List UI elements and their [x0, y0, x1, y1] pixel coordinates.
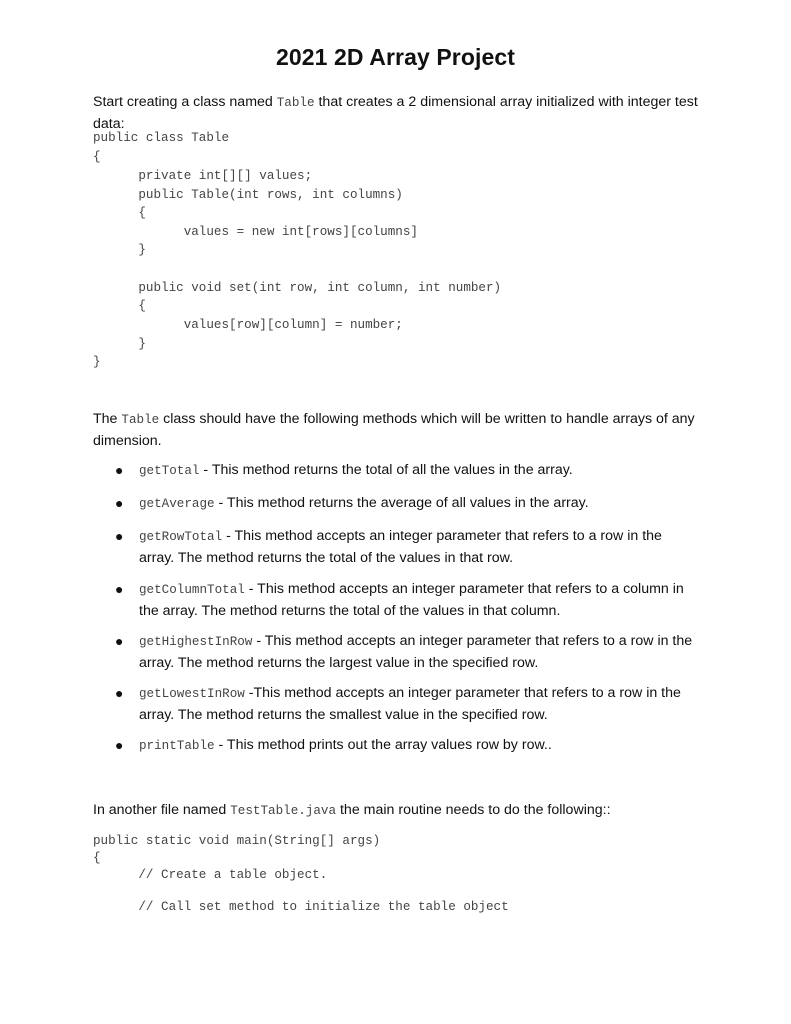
methods-intro-paragraph	[93, 409, 703, 452]
bullet-icon: ●	[115, 685, 124, 701]
bullet-icon: ●	[115, 462, 124, 478]
code-line: public Table(int rows, int columns)	[93, 188, 403, 202]
method-description: - This method prints out the array values row by row..	[214, 737, 552, 753]
intro-paragraph	[93, 92, 703, 135]
method-description: -This method accepts an integer parameter that refers to a row in the array. The method returns the smallest value in the specified row.	[139, 685, 681, 723]
code-line: }	[93, 355, 101, 369]
main-intro-after: the main routine needs to do the following::	[336, 802, 611, 818]
intro-text-after: that creates a 2 dimensional array initialized with integer test data:	[93, 94, 698, 132]
main-intro-paragraph	[93, 800, 703, 822]
code-line: values = new int[rows][columns]	[93, 225, 418, 239]
code-line: public class Table	[93, 131, 230, 145]
main-intro-before: In another file named	[93, 802, 231, 818]
method-description: - This method returns the average of all values in the array.	[214, 495, 589, 511]
method-name: printTable	[139, 739, 215, 753]
method-name: getColumnTotal	[139, 583, 245, 597]
main-intro-inline-code: TestTable.java	[230, 804, 337, 818]
code-line: {	[93, 851, 101, 865]
bullet-icon: ●	[115, 495, 124, 511]
method-description: - This method returns the total of all the values in the array.	[199, 462, 573, 478]
method-name: getTotal	[139, 464, 200, 478]
method-description: - This method accepts an integer parameter that refers to a column in the array. The method returns the total of the values in that column.	[139, 581, 684, 619]
page-title: 2021 2D Array Project	[275, 44, 516, 70]
bullet-icon: ●	[115, 581, 124, 597]
methods-intro-after: class should have the following methods which will be written to handle arrays of any dimension.	[93, 411, 695, 449]
code-line: private int[][] values;	[93, 169, 313, 183]
code-line: }	[93, 243, 146, 257]
code-line: {	[93, 299, 146, 313]
method-name: getAverage	[139, 497, 215, 511]
intro-inline-code: Table	[276, 96, 315, 110]
method-description: - This method accepts an integer parameter that refers to a row in the array. The method returns the total of the values in that row.	[139, 528, 662, 566]
methods-intro-before: The	[93, 411, 122, 427]
method-name: getLowestInRow	[139, 687, 245, 701]
intro-text-before: Start creating a class named	[93, 94, 277, 110]
code-line: {	[93, 206, 146, 220]
code-line: }	[93, 337, 146, 351]
code-line: public static void main(String[] args)	[93, 834, 381, 848]
code-line: {	[93, 150, 101, 164]
method-description: - This method accepts an integer parameter that refers to a row in the array. The method returns the largest value in the specified row.	[139, 633, 693, 671]
bullet-icon: ●	[115, 737, 124, 753]
code-line: // Create a table object.	[93, 868, 328, 882]
bullet-icon: ●	[115, 633, 124, 649]
method-name: getRowTotal	[139, 530, 223, 544]
code-line: public void set(int row, int column, int number)	[93, 281, 502, 295]
bullet-icon: ●	[115, 528, 124, 544]
method-name: getHighestInRow	[139, 635, 253, 649]
methods-intro-inline-code: Table	[121, 413, 160, 427]
code-line: values[row][column] = number;	[93, 318, 403, 332]
code-line: // Call set method to initialize the table object	[93, 900, 509, 914]
